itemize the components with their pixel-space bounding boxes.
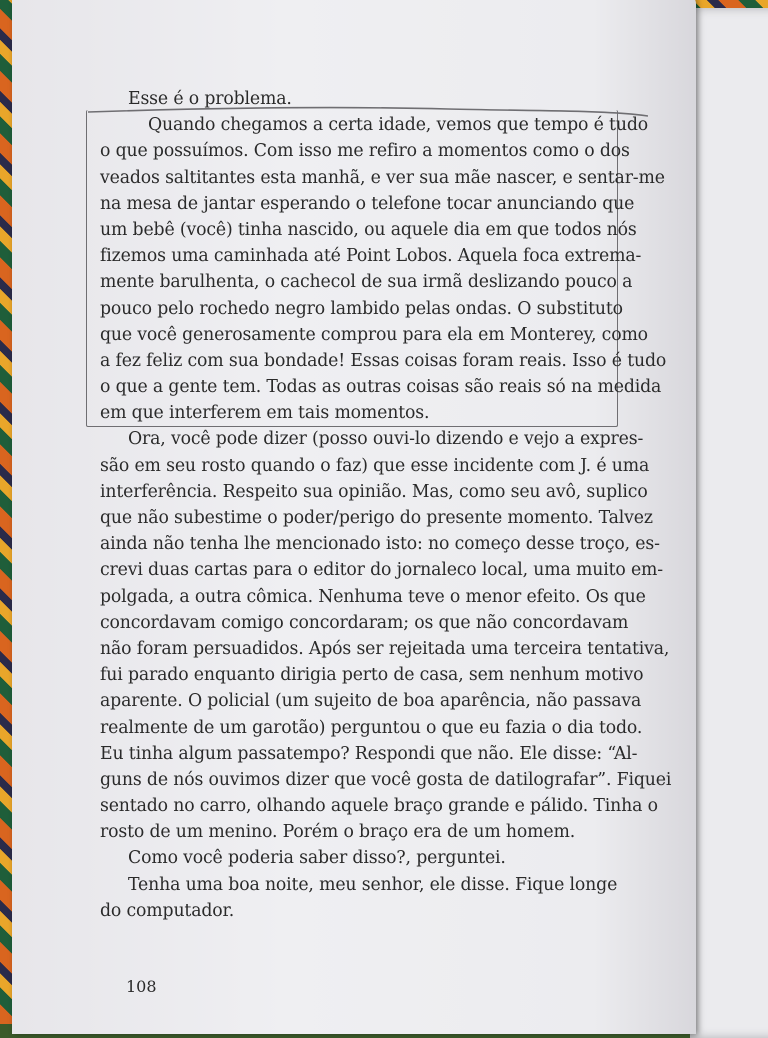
text-line: na mesa de jantar esperando o telefone tocar anunciando que	[100, 193, 635, 214]
facing-page-edge	[690, 8, 768, 1038]
text-line: Como você poderia saber disso?, perguntei.	[128, 848, 506, 869]
text-line: veados saltitantes esta manhã, e ver sua mãe nascer, e sentar-me	[100, 167, 665, 188]
text-line: Ora, você pode dizer (posso ouvi-lo dizendo e vejo a expres-	[128, 429, 644, 450]
text-line: Tenha uma boa noite, meu senhor, ele disse. Fique longe	[128, 874, 618, 895]
text-line: que você generosamente comprou para ela em Monterey, como	[100, 324, 648, 345]
text-line: polgada, a outra cômica. Nenhuma teve o menor efeito. Os que	[100, 586, 646, 607]
text-line: Esse é o problema.	[128, 89, 292, 109]
text-line: que não subestime o poder/perigo do presente momento. Talvez	[100, 508, 653, 528]
text-line: aparente. O policial (um sujeito de boa aparência, não passava	[100, 691, 642, 712]
text-line: crevi duas cartas para o editor do jornaleco local, uma muito em-	[100, 560, 663, 581]
text-line: um bebê (você) tinha nascido, ou aquele dia em que todos nós	[100, 219, 637, 240]
text-line: fui parado enquanto dirigia perto de casa, sem nenhum motivo	[100, 665, 644, 686]
text-line: o que possuímos. Com isso me refiro a momentos como o dos	[100, 141, 630, 162]
text-line: sentado no carro, olhando aquele braço grande e pálido. Tinha o	[100, 796, 658, 817]
text-line: Quando chegamos a certa idade, vemos que tempo é tudo	[148, 115, 648, 136]
text-line: interferência. Respeito sua opinião. Mas, como seu avô, suplico	[100, 481, 648, 502]
text-line: pouco pelo rochedo negro lambido pelas ondas. O substituto	[100, 298, 623, 319]
text-line: concordavam comigo concordaram; os que não concordavam	[100, 612, 629, 633]
text-line: Eu tinha algum passatempo? Respondi que não. Ele disse: “Al-	[100, 743, 638, 764]
text-line: rosto de um menino. Porém o braço era de um homem.	[100, 822, 576, 843]
text-line: do computador.	[100, 900, 235, 921]
page-text	[100, 86, 672, 924]
text-line: em que interferem em tais momentos.	[100, 403, 430, 424]
text-line: fizemos uma caminhada até Point Lobos. Aquela foca extrema-	[100, 246, 642, 267]
text-line: realmente de um garotão) perguntou o que eu fazia o dia todo.	[100, 717, 643, 738]
text-line: guns de nós ouvimos dizer que você gosta de datilografar”. Fiquei	[100, 769, 672, 790]
text-line: o que a gente tem. Todas as outras coisas são reais só na medida	[100, 377, 662, 398]
text-line: mente barulhenta, o cachecol de sua irmã deslizando pouco a	[100, 272, 633, 293]
page-number: 108	[126, 977, 157, 996]
text-line: não foram persuadidos. Após ser rejeitada uma terceira tentativa,	[100, 638, 670, 659]
text-line: a fez feliz com sua bondade! Essas coisas foram reais. Isso é tudo	[100, 350, 667, 371]
text-line: ainda não tenha lhe mencionado isto: no começo desse troço, es-	[100, 534, 660, 555]
text-line: são em seu rosto quando o faz) que esse incidente com J. é uma	[100, 455, 650, 476]
